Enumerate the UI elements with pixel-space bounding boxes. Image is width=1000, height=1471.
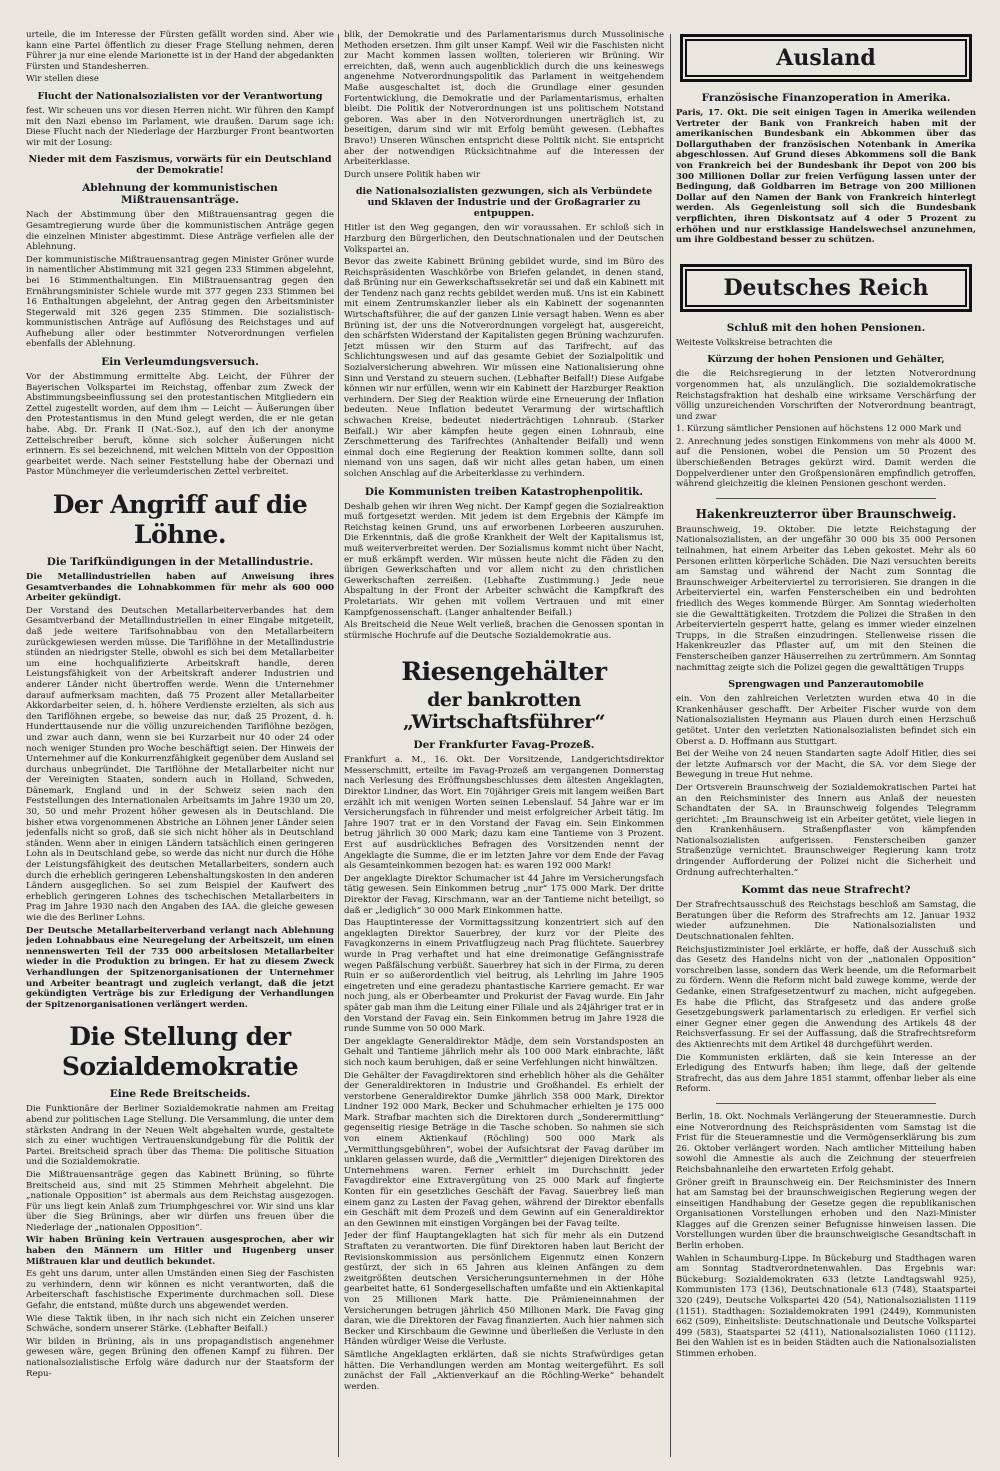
paragraph: Das Hauptinteresse der Vormittagssitzung konzentriert sich auf den angeklagten Direktor Sauerbrey, der kurz vor der Pleite des Favagkonzerns in einem Privatflugzeug nach Prag flüchtete. Sauerbrey wurde in Prag verhaftet und hat eine dreimonatige Gefängnisstrafe wegen Paßfälschung verbüßt. Sauerbrey hat sich in der Firma, zu deren Ruin er so außerordentlich viel beitrug, als Lehrling im Jahre 1905 eingetreten und eine geradezu phantastische Karriere gemacht. Er war noch jung, als er Oberbeamter und Prokurist der Favag wurde. Ein Jahr später gab man ihm die Leitung einer Filiale und als 24jähriger trat er in den Vorstand der Favag ein. Sein Einkommen betrug im Jahre 1928 die runde Summe von 50 000 Mark. — [344, 918, 664, 1035]
paragraph: ein. Von den zahlreichen Verletzten wurden etwa 40 in die Krankenhäuser geschafft. Der Arbeiter Fischer wurde von dem Nationalsozialisten Heymann aus Plauen durch einen Herzschuß getötet. Unter den verletzten Nationalsozialisten befindet sich ein Oberst a. D. Hoffmann aus Stuttgart. — [676, 694, 976, 747]
paragraph: Frankfurt a. M., 16. Okt. Der Vorsitzende, Landgerichtsdirektor Messerschmitt, erteilte im Favag-Prozeß am vergangenen Donnerstag nach Verlesung des Eröffnungsbeschlusses dem ältesten Angeklagten, Direktor Lindner, das Wort. Ein 70jähriger Greis mit langem weißen Bart erzählt ich mit wenigen Worten seinen Lebenslauf. 54 Jahre war er im Versicherungsfach in führender und meist erfolgreicher Arbeit tätig. Im Jahre 1907 trat er in den Vorstand der Favag ein. Sein Einkommen betrug jährlich 30 000 Mark; dazu kam eine Tantieme von 3 Prozent. Erst auf ausdrückliches Befragen des Vorsitzenden nennt der Angeklagte die Summe, die er im letzten Jahre vor dem Ende der Favag als Gesamteinkommen bezogen hat: es waren 192 000 Mark! — [344, 755, 664, 872]
paragraph: Reichsjustizminister Joel erklärte, er hoffe, daß der Ausschuß sich das Gesetz des Handelns nicht von der „nationalen Opposition“ vorschreiben lasse, sondern das Werk beende, um die Reformarbeit zu fördern. Wenn die Reform nicht bald zuwege komme, werde der Gedanke, einen Strafgesetzentwurf zu machen, nicht aufgegeben. Es habe die Pflicht, das Strafgesetz und das andere große Gesetzgebungswerk parlamentarisch zu erledigen. Er verfiel sich einer Gegner einer gegen die Anwendung des Artikels 48 der Reichsverfassung. Er sei der Auffassung, daß die Strafrechtsreform des Aktienrechts mit dem Artikel 48 durchgeführt werden. — [676, 944, 976, 1050]
paragraph: Vor der Abstimmung ermittelte Abg. Leicht, der Führer der Bayerischen Volkspartei im Reichstag, offenbar zum Zweck der Abstimmungsbeeinflussung sei den protestantischen Mitgliedern ein Zettel zugestellt worden, auf dem ihm — Leicht — Äußerungen über den Protestantismus in den Mund gelegt werden, die er nie getan habe. Abg. Dr. Frank II (Nat.-Soz.), auf den ich der anonyme Zettelschreiber beruft, könne sich solcher Äußerungen nicht erinnern. Es sei bezeichnend, mit welchen Mitteln von der Opposition gearbeitet werde. Nach seiner Feststellung habe der Obernazi und Pastor Münchmeyer die verleumderischen Zettel verbreitet. — [26, 372, 334, 478]
subheading: die Nationalsozialisten gezwungen, sich als Verbündete und Sklaven der Industrie und der Großagrarier zu entpuppen. — [355, 186, 653, 220]
divider — [716, 1103, 936, 1104]
subheading: Kürzung der hohen Pensionen und Gehälter, — [707, 354, 945, 366]
section-heading: Die Kommunisten treiben Katastrophenpolitik. — [364, 485, 644, 498]
column-rule — [670, 34, 671, 1457]
paragraph: 2. Anrechnung jedes sonstigen Einkommens von mehr als 4000 M. auf die Pensionen, wobei die Pension um 50 Prozent des überschießenden Betrages gekürzt wird. Damit werden die Doppelverdiener unter den Großpensionären empfindlich getroffen, während gleichzeitig die kleinen Pensionen geschont werden. — [676, 436, 976, 490]
section-heading: Ein Verleumdungsversuch. — [101, 356, 259, 369]
section-heading: Hakenkreuzterror über Braunschweig. — [695, 506, 957, 521]
paragraph: 1. Kürzung sämtlicher Pensionen auf höchstens 12 000 Mark und — [676, 424, 962, 435]
section-heading: Kommt das neue Strafrecht? — [741, 884, 911, 897]
article-headline-line2: der bankrotten „Wirtschaftsführer“ — [403, 689, 605, 734]
article-headline: Die Stellung der Sozialdemokratie — [61, 1022, 299, 1082]
paragraph: Der angeklagte Direktor Schumacher ist 44 Jahre im Versicherungsfach tätig gewesen. Sein Einkommen betrug „nur“ 175 000 Mark. Der dritte Direktor der Favag, Kirschmann, war an der Tantieme nicht beteiligt, so daß er „lediglich“ 30 000 Mark Einkommen hatte. — [344, 873, 664, 916]
paragraph: Als Breitscheid die Neue Welt verließ, brachen die Genossen spontan in stürmische Hochrufe auf die Deutsche Sozialdemokratie aus. — [344, 620, 664, 641]
section-heading: Französische Finanzoperation in Amerika. — [701, 92, 951, 104]
paragraph: Durch unsere Politik haben wir — [344, 169, 481, 180]
paragraph: urteile, die im Interesse der Fürsten gefällt worden sind. Aber wie kann eine Partei öffentlich zu dieser Frage Stellung nehmen, deren Führer ja nur eine elende Marionette ist in der Hand der abgedankten Fürsten und Standesherren. — [26, 30, 334, 72]
paragraph: Der Deutsche Metallarbeiterverband verlangt nach Ablehnung jeden Lohnabbaus eine Neuregelung der Arbeitszeit, um einen nennenswerten Teil der 735 000 arbeitslosen Metallarbeiter wieder in die Produktion zu bringen. Er hat zu diesem Zweck Verhandlungen der Spitzenorganisationen der Unternehmer und Arbeiter beantragt und zugleich verlangt, daß die jetzt gekündigten Verträge bis zur Erledigung der Verhandlungen der Spitzenorganisationen verlängert werden. — [26, 925, 334, 1010]
paragraph: Die Mißtrauensanträge gegen das Kabinett Brüning, so führte Breitscheid aus, sind mit 25 Stimmen Mehrheit abgelehnt. Die „nationale Opposition“ ist abermals aus dem Reichstag ausgezogen. Für uns liegt kein Anlaß zum Triumphgeschrei vor. Wir sind uns klar über die Sieg Brünings, aber wir dürfen uns freuen über die Niederlage der „nationalen Opposition“. — [26, 1169, 334, 1233]
paragraph: blik, der Demokratie und des Parlamentarismus durch Mussolinische Methoden ersetzen. Ihm gilt unser Kampf. Weil wir die Faschisten nicht zur Macht kommen lassen wollten, tolerieren wir Brüning. Wir erreichten, daß, wenn auch augenblicklich durch die uns keineswegs angenehme Notverordnungspolitik das Parlament in weitgehendem Maße ausgeschaltet ist, doch die Grundlage einer gesunden Fortentwicklung, die Demokratie und der Parlamentarismus, erhalten bleibt. Die Politik der Notverordnungen ist uns politischem Notstand geboren. Was aber in den Notverordnungen unerträglich ist, zu beseitigen, darum sind wir mit Erfolg bemüht gewesen. (Lebhaftes Bravo!) Unseren Wünschen entspricht diese Politik nicht. Sie entspricht aber der notwendigen Rücksichtnahme auf die Interessen der Arbeiterklasse. — [344, 30, 664, 168]
paragraph: fest. Wir scheuen uns vor diesen Herren nicht. Wir führen den Kampf mit den Nazi ebenso im Parlament, wie draußen. Darum sage ich: Diese Flucht nach der Niederlage der Harzburger Front beantworten wir mit der Losung: — [26, 105, 334, 148]
divider — [716, 498, 936, 499]
paragraph: Der kommunistische Mißtrauensantrag gegen Minister Gröner wurde in namentlicher Abstimmung mit 321 gegen 233 Stimmen abgelehnt, bei 16 Stimmenthaltungen. Ein Mißtrauensantrag gegen den Ernährungsminister Schiele wurde mit 377 gegen 233 Stimmen bei 16 Enthaltungen abgelehnt, der Antrag gegen den Arbeitsminister Stegerwald mit 326 gegen 235 Stimmen. Die sozialistisch-kommunistischen Anträge auf Auflösung des Reichstages und auf Aufhebung aller oder bestimmter Notverordnungen verfielen ebenfalls der Ablehnung. — [26, 254, 334, 350]
column-3 — [676, 30, 976, 1459]
column-1 — [26, 30, 334, 1459]
paragraph: Hitler ist den Weg gegangen, den wir voraussahen. Er schloß sich in Harzburg den Bürgerlichen, den Deutschnationalen und der Deutschen Volkspartei an. — [344, 223, 664, 255]
paragraph: Der Strafrechtsausschuß des Reichstags beschloß am Samstag, die Beratungen über die Reform des Strafrechts am 12. Januar 1932 wieder aufzunehmen. Die Nationalsozialisten und Deutschnationalen fehlten. — [676, 900, 976, 943]
column-rule — [338, 34, 339, 1457]
paragraph: Wir stellen diese — [26, 74, 99, 85]
paragraph: Die Kommunisten erklärten, daß sie kein Interesse an der Erledigung des Entwurfs haben; ihm liege, daß der geltende Strafrecht, das aus dem Jahre 1851 stammt, offenbar lieber als eine Reform. — [676, 1052, 976, 1095]
paragraph: Wir bilden in Brüning, als in uns propagandistisch angenehmer gewesen wäre, gegen Brüning den offenen Kampf zu führen. Der nationalsozialistische Erfolg wäre dadurch nur der Staatsform der Repu- — [26, 1336, 334, 1379]
subheading: Flucht der Nationalsozialisten vor der Verantwortung — [37, 90, 323, 102]
paragraph: Der Ortsverein Braunschweig der Sozialdemokratischen Partei hat an den Reichsminister des Innern aus Anlaß der neuesten Schandtaten der SA. in Braunschweig folgendes Telegramm gerichtet: „Im Braunschweig ist ein Arbeiter getötet, viele liegen in den Krankenhäusern. Straßenpflaster von kämpfenden Nationalsozialisten aufgerissen. Fensterscheiben ganzer Straßenzüge vernichtet. Braunschweiger Regierung kann trotz dringender Aufforderung der Polizei nicht die Sicherheit und Ordnung aufrechterhalten.“ — [676, 782, 976, 878]
paragraph: Die Metallindustriellen haben auf Anweisung ihres Gesamtverbandes die Lohnabkommen für mehr als 600 000 Arbeiter gekündigt. — [26, 572, 334, 604]
subheading: Sprengwagen und Panzerautomobile — [728, 679, 924, 691]
article-subheadline: Eine Rede Breitscheids. — [109, 1088, 251, 1101]
paragraph: Jeder der fünf Hauptangeklagten hat sich für mehr als ein Dutzend Straftaten zu verantworten. Die fünf Direktoren haben laut Bericht der Revisionskommission aus persönlichem Eigennutz einen Konzern gestürzt, der sich in 65 Jahren aus kleinen Anfängen zu dem zweitgrößten deutschen Versicherungsunternehmen in der Höhe gearbeitet hatte, 61 Sondergesellschaften umfaßte und ein Aktienkapital von 25 Millionen Mark hatte. Die Prämieneinnahmen der Versicherungen betrugen jährlich 450 Millionen Mark. Die Favag ging daran, wie die Direktoren der Favag finanzierten. Auch hier nahmen sich Becker und Kirschbaum die Gewinne und überließen die Verluste in den Händen würdiger Weise die Verluste. — [344, 1231, 664, 1348]
article-subheadline: Der Frankfurter Favag-Prozeß. — [413, 739, 595, 752]
slogan: Nieder mit dem Faszismus, vorwärts für ein Deutschland der Demokratie! — [28, 154, 332, 177]
paragraph: Der Vorstand des Deutschen Metallarbeiterverbandes hat dem Gesamtverband der Metallindustriellen in einer Eingabe mitgeteilt, daß jede weitere Tarifsohnabbau von den Metallarbeitern zurückgewiesen werden müsse. Die Tariflöhne in der Metallindustrie stünden an niedrigster Stelle, obwohl es sich bei dem Metallarbeiter um eine hochqualifizierte Arbeitskraft handle, deren Leistungsfähigkeit von der Arbeitskraft anderer Industrien und anderer Länder nicht übertroffen werde. Wenn die Unternehmer darauf aufmerksam machten, daß 75 Prozent aller Metallarbeiter Akkordarbeiter seien, d. h. höhere Verdienste erzielten, als sich aus den Tariflöhnen ergebe, so beweise das nur, daß 25 Prozent, d. h. Hunderttausende nur die völlig unzureichenden Tariflöhne bezögen, und zwar auch dann, wenn sie bei Kurzarbeit nur 40 oder 24 oder noch weniger Stunden pro Woche beschäftigt seien. Der Hinweis der Unternehmer auf die Konkurrenzfähigkeit gegenüber dem Ausland sei durchaus unbegründet. Die Tariflöhne der Metallarbeiter nicht nur der Vereinigten Staaten, sondern auch in Holland, Schweden, Dänemark, England und in der Schweiz seien nach den Feststellungen des Internationalen Arbeitsamts im Jahre 1930 um 20, 30, 50 und mehr Prozent höher gewesen als in Deutschland. Die bisher etwa vorgenommenen Abstriche an Löhnen jener Länder seien jedenfalls nicht so groß, daß sie sich nicht höher als in Deutschland ständen. Wenn aber in einigen Ländern tatsächlich einen geringeren Lohn als in Deutschland gebe, so werde das nicht nur durch die Höhe der Leistungsfähigkeit des deutschen Metallarbeiters, sondern auch durch die erheblich geringeren Lebenshaltungskosten in den anderen Ländern ausgeglichen. So sei zum Beispiel der Kaufwert des erheblich geringeren Lohnes des tschechischen Metallarbeiters in Prag im Jahre 1930 nach den Angaben des IAA. die gleiche gewesen wie die des Berliner Lohns. — [26, 605, 334, 923]
paragraph: Bevor das zweite Kabinett Brüning gebildet wurde, sind im Büro des Reichspräsidenten Waschkörbe von Briefen gelandet, in denen stand, daß Brüning nur ein Gewerkschaftssekretär sei und daß ein Kabinett mit der Tendenz nach ganz rechts gebildet werden muß. Uns ist ein Kabinett mit einem Zentrumskanzler lieber als ein Kabinett der sogenannten Wirtschaftsführer, die auf der ganzen Linie versagt haben. Wenn es aber Brüning ist, der uns die Notverordnungen vorgelegt hat, ausgereicht, den schärfsten Widerstand der Kapitalisten gegen Brüning wachzurufen. Jetzt müssen wir den Sturm auf das Tarifrecht, auf das Schlichtungswesen und auf das gesamte Gebiet der Sozialpolitik und Sozialversicherung abwehren. Wir müssen eine Nationalisierung ohne Sinn und Verstand zu steuern suchen. (Lebhafter Beifall!) Diese Aufgabe können wir nur erfüllen, wenn wir ein Kabinett der Harzburger Reaktion verhindern. Der Sieg der Reaktion würde eine Erneuerung der Inflation bedeuten. Neue Inflation bedeutet Verarmung der wirtschaftlich schwachen Kreise, bedeutet niederträchtigen Lohnraub. (Starker Beifall.) Wir aber kämpfen heute gegen einen Lohnraub, eine Zerschmetterung des Tarifrechtes (Anhaltender Beifall) und wenn einmal doch eine Regierung der Reaktion kommen sollte, dann soll niemand von uns sagen, daß wir nicht alles getan haben, um einen solchen Anschlag auf die Arbeiterklasse zu verhindern. — [344, 257, 664, 479]
paragraph: Bei der Weihe von 24 neuen Standarten sagte Adolf Hitler, dies sei der letzte Aufmarsch vor der Macht, die SA. vor dem Siege der Bewegung in treue Hut nehme. — [676, 749, 976, 781]
article-headline: Riesengehälter — [401, 657, 607, 687]
paragraph: Die Gehälter der Favagdirektoren sind erheblich höher als die Gehälter der Generaldirektoren in Industrie und Großhandel. Es erhielt der verstorbene Generaldirektor Dumke jährlich 358 000 Mark, Direktor Lindner 192 000 Mark, Becker und Schuhmacher erhielten je 175 000 Mark. Strafbar machten sich die Direktoren durch „Sonderermittlung“ gegenseitig riesige Beträge in die Tasche schoben. So nahmen sie sich von einem Aktienkauf (Röchling) 500 000 Mark als „Vermittlungsgebühren“, wobei der Aufsichtsrat der Favag darüber im unklaren gelassen wurde, daß die „Vermittler“ diejenigen Direktoren des Unternehmens waren. Ferner erhielt im Durchschnitt jeder Favagdirektor eine Extravergütung von 25 000 Mark auf fingierte Konten für ein gesetzliches Geschäft der Favag. Sauerbrey ließ man einem ganz zu Lasten der Favag gehen, während der Direktor ebenfalls ein Geschäft mit dem Prozeß und dem Gewinn auf ein Generaldirektor an den Gewinnen mit einstigen Vorgängen bei der Favag teilte. — [344, 1070, 664, 1229]
paragraph: Berlin, 18. Okt. Nochmals Verlängerung der Steueramnestie. Durch eine Notverordnung des Reichspräsidenten vom Samstag ist die Frist für die Steueramnestie und die Vermögenserklärung bis zum 26. Oktober verlängert worden. Nach amtlicher Mitteilung haben sowohl die Amnestie als auch die Zeichnung der steuerfreien Reichsbahnanleihe den erwarteten Erfolg gehabt. — [676, 1111, 976, 1175]
paragraph: Es geht uns darum, unter allen Umständen einen Sieg der Faschisten zu verhindern, denn wir können es nicht verantworten, daß die Arbeiterschaft faschistische Experimente durchmachen soll. Diese Gefahr, die entstand, müßte durch uns abgewendet werden. — [26, 1269, 334, 1312]
paragraph: Weiteste Volkskreise betrachten die — [676, 337, 833, 348]
section-banner: Ausland — [680, 34, 972, 82]
section-heading: Ablehnung der kommunistischen Mißtrauensanträge. — [82, 182, 278, 207]
column-2 — [344, 30, 664, 1459]
paragraph: Paris, 17. Okt. Die seit einigen Tagen in Amerika weilenden Vertreter der Bank von Frankreich haben mit der amerikanischen Bundesbank ein Abkommen über das Dollarguthaben der französischen Notenbank in Amerika abgeschlossen. Auf Grund dieses Abkommens soll die Bank von Frankreich bei der Bundesbank ihr Depot von 200 bis 300 Millionen Dollar zur freien Verfügung lassen unter der Bedingung, daß Goldbarren im Betrage von 200 Millionen Dollar auf den Namen der Bank von Frankreich hinterlegt werden. Als Gegenleistung soll sich die Bundesbank verpflichten, ihren Diskontsatz auf 4 oder 5 Prozent zu erhöhen und nur erstklassige Handelswechsel anzunehmen, um ihre Goldbestand besser zu schützen. — [676, 108, 976, 246]
paragraph: Sämtliche Angeklagten erklärten, daß sie nichts Strafwürdiges getan hätten. Die Verhandlungen werden am Montag weitergeführt. Es soll zunächst der Fall „Aktienverkauf an die Röchling-Werke“ behandelt werden. — [344, 1349, 664, 1392]
paragraph: Die Funktionäre der Berliner Sozialdemokratie nahmen am Freitag abend zur politischen Lage Stellung. Die Versammlung, die unter dem stärksten Andrang in der Neuen Welt abgehalten wurde, gestaltete sich zu einer wuchtigen Vertrauenskundgebung für die Politik der Partei. Breitscheid sprach über das Thema: Die politische Situation und die Sozialdemokratie. — [26, 1104, 334, 1168]
paragraph: Wir haben Brüning kein Vertrauen ausgesprochen, aber wir haben den Männern um Hitler und Hugenberg unser Mißtrauen klar und deutlich bekundet. — [26, 1235, 334, 1267]
paragraph: Nach der Abstimmung über den Mißtrauensantrag gegen die Gesamtregierung wurde über die kommunistischen Anträge gegen die einzelnen Minister abgestimmt. Diese Anträge verfielen alle der Ablehnung. — [26, 210, 334, 253]
paragraph: Gröner greift in Braunschweig ein. Der Reichsminister des Innern hat am Samstag bei der braunschweigischen Regierung wegen der einseitigen Handhabung der Gesetze gegen die republikanischen Organisationen Vorstellungen erhoben und den Nazi-Minister Klagges auf die Grenzen seiner Befugnisse hinweisen lassen. Die Vorstellungen wurden über die braunschweigische Gesandtschaft in Berlin erhoben. — [676, 1177, 976, 1252]
paragraph: die die Reichsregierung in der letzten Notverordnung vorgenommen hat, als unzulänglich. Die sozialdemokratische Reichstagsfraktion hat deshalb eine wirksame Verschärfung der völlig unzureichenden Vorschriften der Notverordnung beantragt, und zwar — [676, 369, 976, 422]
paragraph: Deshalb gehen wir ihren Weg nicht. Der Kampf gegen die Sozialreaktion muß fortgesetzt werden. Mit jedem ist dem Ergebnis der Kämpfe im Reichstag keinen Grund, uns auf erworbenen Lorbeeren auszuruhen. Die Erkenntnis, daß die große Krankheit der Welt der Kapitalismus ist, muß weiterverbreitet werden. Der Sozialismus kommt nicht über Nacht, er muß erkämpft werden. Wir müssen heute nicht die Fäden zu den übrigen Gewerkschaften und vor allem nicht zu den christlichen Gewerkschaften zerreißen. (Lebhafte Zustimmung.) Jede neue Abspaltung in der Front der Arbeiter schwächt die Kampfkraft des Proletariats. Wir gehen mit vollem Vertrauen und mit einer Kampfgenossenschaft. (Langer anhaltender Beifall.) — [344, 501, 664, 618]
article-subheadline: Die Tarifkündigungen in der Metallindustrie. — [46, 556, 314, 568]
article-headline: Der Angriff auf die Löhne. — [52, 490, 308, 549]
paragraph: Wie diese Taktik üben, in ihr nach sich nicht ein Zeichen unserer Schwäche, sondern unserer Stärke. (Lebhafter Beifall.) — [26, 1313, 334, 1335]
paragraph: Der angeklagte Generaldirektor Mädje, dem sein Vorstandsposten an Gehalt und Tantieme jährlich mehr als 100 000 Mark einbrachte, läßt sich noch kaum beruhigen, daß er seine Verfehlungen nicht hinwältzen. — [344, 1036, 664, 1068]
paragraph: Wahlen in Schaumburg-Lippe. In Bückeburg und Stadthagen waren am Sonntag Stadtverordnetenwahlen. Das Ergebnis war: Bückeburg: Sozialdemokraten 633 (letzte Landtagswahl 925), Kommunisten 173 (136), Deutschnationale 613 (748), Staatspartei 320 (249), Deutsche Volkspartei 420 (54), Nationalsozialisten 1119 (1151). Stadthagen: Sozialdemokraten 1991 (2449), Kommunisten 662 (509), Einheitsliste: Deutschnationale und Deutsche Volkspartei 499 (583), Staatspartei 52 (411), Nationalsozialisten 1060 (1112). Bei den Wahlen ist es in beiden Städten auch die Nationalsozialisten Stimmen erhoben. — [676, 1253, 976, 1359]
paragraph: Braunschweig, 19. Oktober. Die letzte Reichstagung der Nationalsozialisten, an der ungefähr 30 000 bis 35 000 Personen teilnahmen, hat einem Arbeiter das Leben gekostet. Mehr als 60 Personen erlitten körperliche Schäden. Die Nazi versuchten bereits am Samstag und während der Nacht zum Sonntag die Braunschweiger Arbeiterviertel zu terrorisieren. Sie drangen in die Arbeiterviertel ein, warfen Fensterscheiben ein und bedrohten friedlich des Weges kommende Bürger. Am Sonntag wiederholten sie die Gewalttätigkeiten. Trotzdem die Polizei die Straßen in den Arbeitervierteln gesperrt hatte, gelang es immer wieder einzelnen Trupps, in die Straßen einzudringen. Stellenweise rissen die Hakenkreuzler das Pflaster auf, um mit den Steinen die Fensterscheiben ganzer Häuserreihen zu zertrümmern. Am Sonntag nachmittag zeigte sich die Polizei gegen die gewalttätigen Trupps — [676, 524, 976, 673]
section-heading: Schluß mit den hohen Pensionen. — [726, 321, 926, 334]
section-banner: Deutsches Reich — [680, 264, 972, 312]
